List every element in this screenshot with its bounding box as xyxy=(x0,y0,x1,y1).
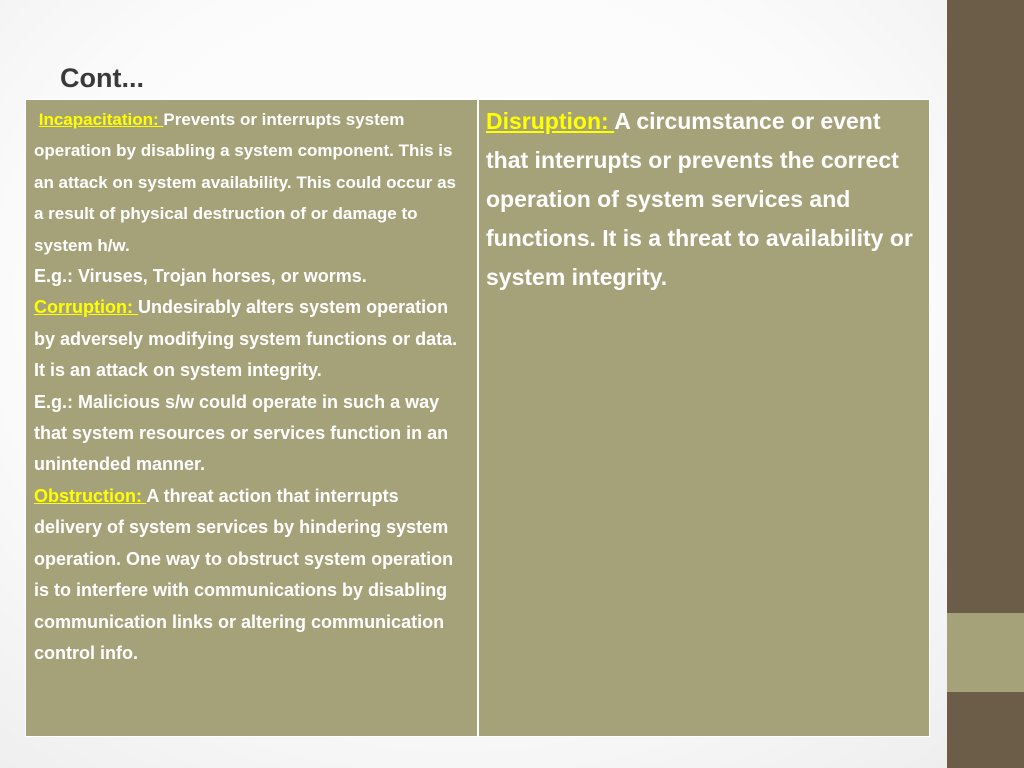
column-divider xyxy=(477,100,479,736)
incapacitation-paragraph xyxy=(34,104,470,261)
obstruction-term: Obstruction: xyxy=(34,485,147,506)
obstruction-paragraph xyxy=(34,481,470,669)
incapacitation-text: Prevents or interrupts system operation by disabling a system component. This is an attack on system availability. This could occur as a result of physical destruction of or damage to system h/w. xyxy=(34,110,457,255)
content-table xyxy=(25,99,930,737)
slide-title: Cont... xyxy=(60,63,144,93)
corruption-example: E.g.: Malicious s/w could operate in such a way that system resources or services function in an unintended manner. xyxy=(34,391,449,475)
left-cell xyxy=(34,104,470,669)
side-decoration-accent xyxy=(947,613,1024,692)
incapacitation-example: E.g.: Viruses, Trojan horses, or worms. xyxy=(34,266,367,287)
disruption-paragraph xyxy=(486,102,924,297)
disruption-text: A circumstance or event that interrupts or prevents the correct operation of system services and functions. It is a threat to availability or system integrity. xyxy=(486,108,913,290)
corruption-paragraph xyxy=(34,292,470,386)
right-cell xyxy=(486,102,924,297)
obstruction-text: A threat action that interrupts delivery of system services by hindering system operation. One way to obstruct system operation is to interfere with communications by disabling communication links or altering communication control info. xyxy=(34,485,454,663)
incapacitation-term: Incapacitation: xyxy=(38,110,164,129)
corruption-text: Undesirably alters system operation by adversely modifying system functions or data. It is an attack on system integrity. xyxy=(34,297,458,381)
corruption-term: Corruption: xyxy=(34,297,138,318)
disruption-term: Disruption: xyxy=(486,108,615,134)
